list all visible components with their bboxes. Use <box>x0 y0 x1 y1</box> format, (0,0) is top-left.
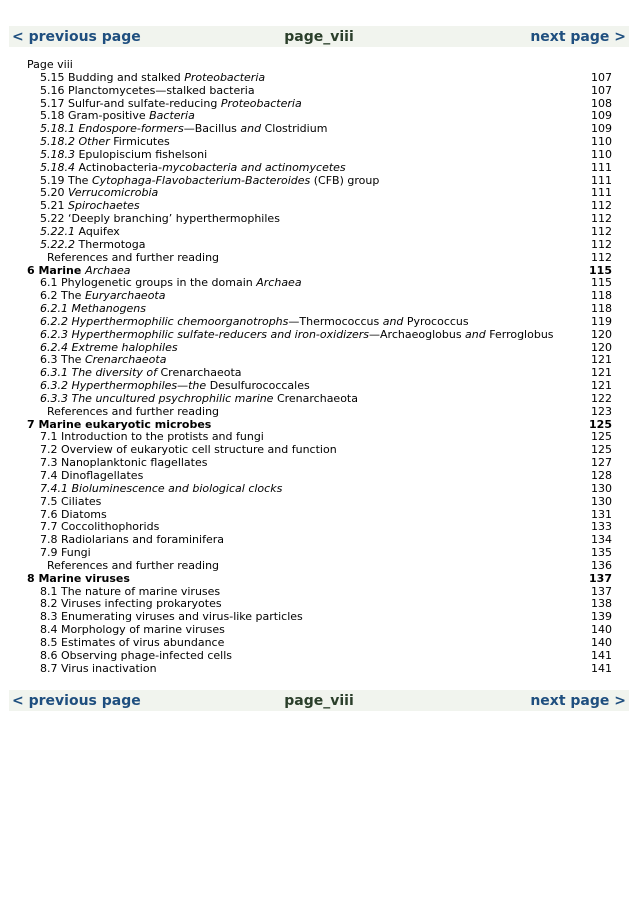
toc-entry-title <box>27 572 130 585</box>
toc-title-fragment: References and further reading <box>47 404 220 418</box>
toc-title-fragment: 5.21 <box>40 199 68 213</box>
toc-entry-title <box>40 649 232 662</box>
toc-title-fragment: 7.5 Ciliates <box>40 494 102 508</box>
toc-title-fragment: 5.17 Sulfur-and sulfate-reducing <box>40 96 221 110</box>
toc-page-number: 140 <box>591 623 612 637</box>
toc-entry-title <box>40 379 310 392</box>
toc-page-number: 140 <box>591 635 612 649</box>
toc-title-fragment: Archaea <box>85 263 131 277</box>
toc-page-number: 110 <box>591 147 612 161</box>
toc-title-fragment: Cytophaga-Flavobacterium-Bacteroides <box>91 173 311 187</box>
toc-entry-title <box>40 636 224 649</box>
toc-entry-title <box>47 559 219 572</box>
toc-title-fragment: 7.2 Overview of eukaryotic cell structure and function <box>40 443 337 457</box>
toc-page-number: 128 <box>591 469 612 482</box>
toc-title-fragment: Spirochaetes <box>68 199 140 213</box>
toc-title-fragment: 7.4 Dinoflagellates <box>40 469 144 482</box>
toc-title-fragment: —Bacillus <box>183 122 241 136</box>
toc-title-fragment: 8.1 The nature of marine viruses <box>40 584 221 598</box>
toc-entry-title <box>40 289 165 302</box>
toc-entry-title <box>40 456 207 469</box>
toc-title-fragment: 7.6 Diatoms <box>40 507 107 521</box>
toc-title-fragment: Epulopiscium fishelsoni <box>78 147 208 161</box>
toc-title-fragment: 5.22.2 <box>40 237 79 251</box>
toc-title-fragment: 5.18.4 <box>40 160 79 174</box>
page-title: page_viii <box>284 692 354 709</box>
toc-entry-title <box>40 610 303 623</box>
toc-title-fragment: 7.7 Coccolithophorids <box>40 520 160 534</box>
toc-entry-row <box>27 483 612 496</box>
toc-title-fragment: and <box>240 122 262 136</box>
toc-title-fragment: 5.18.3 <box>40 147 79 161</box>
toc-page-number: 121 <box>591 366 612 380</box>
toc-page-number: 115 <box>591 276 612 290</box>
toc-entry-title <box>40 71 265 84</box>
previous-page-link[interactable]: < previous page <box>12 28 141 45</box>
toc-entry-title <box>27 264 131 277</box>
toc-title-fragment: 6.2.2 Hyperthermophilic chemoorganotrophs <box>40 314 289 328</box>
toc-page-number: 141 <box>591 648 612 662</box>
toc-title-fragment: 6.2.3 Hyperthermophilic sulfate-reducers and iron-oxidizers <box>40 327 370 341</box>
toc-title-fragment: mycobacteria and actinomycetes <box>162 160 346 174</box>
toc-page-number: 118 <box>591 289 612 303</box>
toc-title-fragment: 5.22 ‘Deeply branching’ hyperthermophiles <box>40 212 280 226</box>
toc-title-fragment: 6.2.1 Methanogens <box>40 302 146 316</box>
toc-title-fragment: 6.1 Phylogenetic groups in the domain <box>40 276 257 290</box>
toc-page-number: 125 <box>591 430 612 444</box>
toc-page-number: 112 <box>591 199 612 213</box>
toc-entry-row <box>27 663 612 676</box>
toc-title-fragment: Bacteria <box>149 109 195 123</box>
toc-entry-title <box>40 443 337 456</box>
toc-title-fragment: and <box>465 327 486 341</box>
toc-entry-title <box>40 520 159 533</box>
top-nav-bar <box>9 26 629 47</box>
toc-entry-title <box>27 418 211 431</box>
toc-page-number: 139 <box>591 610 612 624</box>
toc-title-fragment: Verrucomicrobia <box>68 186 159 200</box>
toc-title-fragment: 7 Marine eukaryotic microbes <box>27 417 212 431</box>
toc-page-number: 131 <box>591 507 612 521</box>
page-title: page_viii <box>284 28 354 45</box>
toc-title-fragment: Archaea <box>256 276 302 290</box>
toc-entry-title <box>40 174 379 187</box>
toc-page-number: 135 <box>591 546 612 560</box>
toc-page-number: 112 <box>591 224 612 238</box>
toc-title-fragment: 5.16 Planctomycetes—stalked bacteria <box>40 83 255 97</box>
toc-entry-title <box>40 238 145 251</box>
toc-entry-title <box>40 84 255 97</box>
toc-title-fragment: 5.18.1 Endospore-formers <box>40 122 184 136</box>
toc-page-number: 108 <box>591 96 612 110</box>
toc-entry-title <box>40 212 280 225</box>
toc-title-fragment: 7.8 Radiolarians and foraminifera <box>40 533 224 547</box>
toc-title-fragment: 7.1 Introduction to the protists and fungi <box>40 430 264 444</box>
toc-page-number: 109 <box>591 122 612 136</box>
table-of-contents <box>27 59 612 676</box>
toc-title-fragment: Thermotoga <box>78 237 146 251</box>
toc-page-number: 111 <box>591 173 612 187</box>
toc-page-number: 120 <box>591 327 612 341</box>
toc-entry-title <box>40 482 282 495</box>
toc-title-fragment: 8.3 Enumerating viruses and virus-like particles <box>40 610 303 624</box>
toc-title-fragment: 8.7 Virus inactivation <box>40 661 157 675</box>
toc-entry-title <box>40 328 554 341</box>
toc-title-fragment: 8.6 Observing phage-infected cells <box>40 648 233 662</box>
toc-entry-title <box>40 161 346 174</box>
toc-page-number: 130 <box>591 481 612 495</box>
toc-page-number: 134 <box>591 533 612 547</box>
toc-title-fragment: 5.19 The <box>40 173 92 187</box>
toc-page-number: 107 <box>591 70 612 84</box>
toc-title-fragment: 8.2 Viruses infecting prokaryotes <box>40 597 222 611</box>
toc-title-fragment: Crenarchaeota <box>160 366 242 380</box>
toc-title-fragment: 6.3.3 The uncultured psychrophilic marine <box>40 391 277 405</box>
toc-page-number: 127 <box>591 456 612 470</box>
toc-title-fragment: Page viii <box>27 58 73 71</box>
toc-page-number: 111 <box>591 160 612 174</box>
toc-title-fragment: 5.22.1 <box>40 224 79 238</box>
toc-entry-title <box>40 353 166 366</box>
toc-entry-title <box>40 366 242 379</box>
toc-entry-title <box>40 662 157 675</box>
toc-title-fragment: 8.4 Morphology of marine viruses <box>40 623 225 637</box>
toc-title-fragment: —Archaeoglobus <box>369 327 466 341</box>
toc-title-fragment: 5.18.2 Other <box>40 135 114 149</box>
toc-page-number: 130 <box>591 494 612 508</box>
toc-title-fragment: 6.2.4 Extreme halophiles <box>40 340 178 354</box>
next-page-link[interactable]: next page > <box>530 692 626 709</box>
toc-title-fragment: Pyrococcus <box>403 314 469 328</box>
toc-entry-title <box>40 341 178 354</box>
toc-entry-title <box>40 597 222 610</box>
toc-title-fragment: 6.3.2 Hyperthermophiles—the <box>40 379 210 393</box>
toc-title-fragment: 5.18 Gram-positive <box>40 109 150 123</box>
toc-page-number: 111 <box>591 186 612 200</box>
toc-entry-title <box>40 122 327 135</box>
toc-title-fragment: Euryarchaeota <box>84 289 166 303</box>
toc-page-number: 118 <box>591 302 612 316</box>
toc-title-fragment: 6 Marine <box>27 263 86 277</box>
toc-entry-title <box>40 135 170 148</box>
bottom-nav-bar <box>9 690 629 711</box>
toc-entry-title <box>40 302 146 315</box>
toc-page-number: 125 <box>591 443 612 457</box>
toc-entry-title <box>40 109 195 122</box>
toc-entry-title <box>40 199 140 212</box>
toc-title-fragment: Crenarchaeota <box>84 353 167 367</box>
toc-title-fragment: Aquifex <box>78 224 120 238</box>
toc-page-number: 112 <box>591 237 612 251</box>
toc-entry-title <box>40 508 107 521</box>
toc-entry-title <box>47 405 219 418</box>
toc-title-fragment: 7.9 Fungi <box>40 546 91 560</box>
toc-title-fragment: Desulfurococcales <box>209 379 310 393</box>
next-page-link[interactable]: next page > <box>530 28 626 45</box>
toc-page-number: 123 <box>591 404 612 418</box>
toc-title-fragment: References and further reading <box>47 558 220 572</box>
toc-page-number: 141 <box>591 661 612 675</box>
toc-title-fragment: 8 Marine viruses <box>27 571 130 585</box>
toc-page-number: 120 <box>591 340 612 354</box>
toc-entry-row <box>27 534 612 547</box>
toc-page-number: 107 <box>591 83 612 97</box>
toc-page-number: 112 <box>591 250 612 264</box>
toc-page-number: 109 <box>591 109 612 123</box>
toc-page-number: 133 <box>591 520 612 534</box>
toc-entry-title <box>40 315 469 328</box>
toc-entry-title <box>40 623 225 636</box>
toc-title-fragment: 5.15 Budding and stalked <box>40 70 185 84</box>
toc-title-fragment: Proteobacteria <box>220 96 302 110</box>
toc-title-fragment: and <box>382 314 404 328</box>
toc-title-fragment: Crenarchaeota <box>276 391 358 405</box>
toc-title-fragment: Firmicutes <box>113 135 170 149</box>
toc-title-fragment: Proteobacteria <box>184 70 266 84</box>
toc-entry-title <box>40 186 158 199</box>
toc-title-fragment: 5.20 <box>40 186 68 200</box>
toc-entry-row <box>27 496 612 509</box>
toc-page-number: 115 <box>589 263 612 277</box>
toc-page-number: 138 <box>591 597 612 611</box>
toc-entry-title <box>40 469 143 482</box>
previous-page-link[interactable]: < previous page <box>12 692 141 709</box>
toc-title-fragment: 8.5 Estimates of virus abundance <box>40 635 225 649</box>
toc-title-fragment: 6.3 The <box>40 353 85 367</box>
toc-page-number: 137 <box>589 571 612 585</box>
toc-page-number: 121 <box>591 353 612 367</box>
toc-entry-title <box>40 533 224 546</box>
toc-entry-title <box>40 276 302 289</box>
toc-page-number: 122 <box>591 391 612 405</box>
toc-title-fragment: Ferroglobus <box>485 327 554 341</box>
toc-page-number: 112 <box>591 212 612 226</box>
toc-title-fragment: Actinobacteria- <box>78 160 163 174</box>
toc-entry-title <box>40 585 220 598</box>
toc-entry-title <box>40 495 101 508</box>
toc-entry-title <box>40 97 302 110</box>
toc-title-fragment: Clostridium <box>261 122 328 136</box>
toc-page-number: 119 <box>591 314 612 328</box>
toc-title-fragment: —Thermococcus <box>288 314 383 328</box>
toc-page-number: 137 <box>591 584 612 598</box>
toc-title-fragment: 7.3 Nanoplanktonic flagellates <box>40 456 208 470</box>
toc-entry-title <box>40 148 207 161</box>
toc-page-number: 121 <box>591 379 612 393</box>
toc-page-number: 125 <box>589 417 612 431</box>
toc-entry-title <box>47 251 219 264</box>
toc-title-fragment: References and further reading <box>47 250 220 264</box>
toc-entry-title <box>40 392 358 405</box>
toc-page-number: 136 <box>591 558 612 572</box>
toc-entry-title <box>27 58 73 71</box>
toc-page-number: 110 <box>591 135 612 149</box>
toc-title-fragment: (CFB) group <box>310 173 380 187</box>
toc-title-fragment: 7.4.1 Bioluminescence and biological clocks <box>40 481 283 495</box>
toc-entry-title <box>40 430 264 443</box>
toc-title-fragment: 6.2 The <box>40 289 85 303</box>
toc-title-fragment: 6.3.1 The diversity of <box>40 366 161 380</box>
toc-entry-title <box>40 546 91 559</box>
toc-entry-title <box>40 225 120 238</box>
